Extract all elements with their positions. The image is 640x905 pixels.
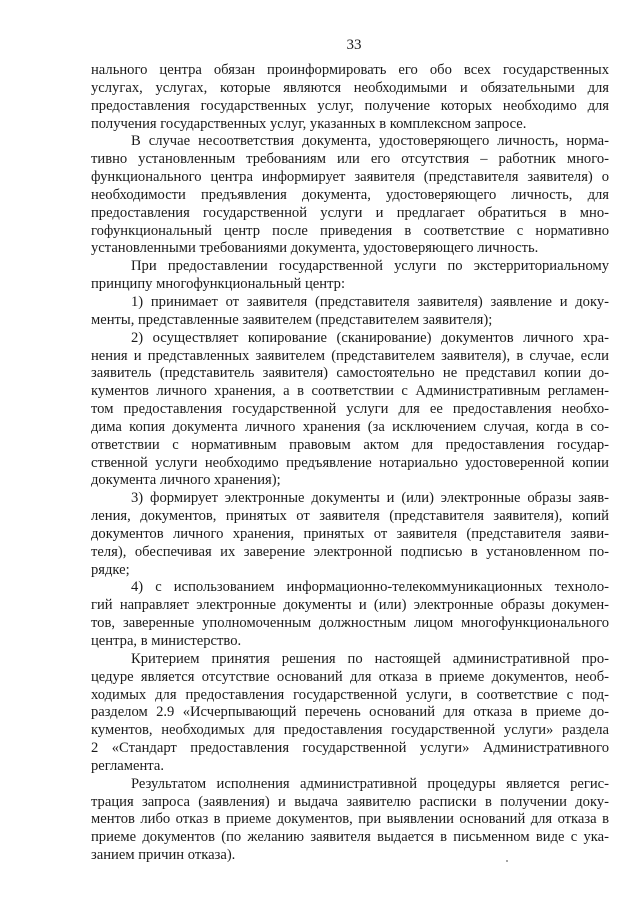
text-line: При предоставлении государственной услуги по экстерриториальному: [131, 258, 609, 275]
text-line: предоставления государственных услуг, получение которых необходимо для: [91, 97, 609, 114]
paragraph: [91, 133, 609, 258]
text-line: принципу многофункциональный центр:: [91, 276, 346, 293]
document-body: [91, 62, 609, 865]
text-line: гофункциональный центр после приведения в соответствие с нормативно: [91, 222, 609, 239]
text-line: 2) осуществляет копирование (сканирование) документов личного хра-: [131, 329, 609, 346]
page-number: 33: [346, 37, 362, 53]
paragraph: [91, 579, 609, 650]
text-line: занием причин отказа).: [91, 847, 236, 864]
paragraph: [91, 62, 609, 133]
paragraph: [91, 294, 609, 330]
document-page: [91, 36, 609, 865]
text-line: В случае несоответствия документа, удостоверяющего личность, норма-: [131, 133, 609, 150]
paragraph: [91, 651, 609, 776]
scan-speck: [506, 860, 508, 862]
text-line: 3) формирует электронные документы и (или) электронные образы заяв-: [131, 490, 609, 507]
text-line: разделом 2.9 «Исчерпывающий перечень оснований для отказа в приеме до-: [91, 704, 609, 721]
text-line: теля), обеспечивая их заверение электронной подписью в установленном по-: [91, 543, 609, 560]
text-line: регламента.: [91, 757, 164, 774]
text-line: ления, документов, принятых от заявителя (представителя заявителя), копий: [91, 508, 609, 525]
text-line: ментов либо отказ в приеме документов, при выявлении оснований для отказа в: [91, 811, 609, 828]
text-line: Критерием принятия решения по настоящей административной про-: [131, 650, 609, 667]
text-line: ственной услуги необходимо предъявление нотариально удостоверенной копии: [91, 454, 609, 471]
text-line: менты, представленные заявителем (представителем заявителя);: [91, 311, 493, 328]
text-line: кументов, необходимых для предоставления государственной услуги» раздела: [91, 722, 609, 739]
text-line: нального центра обязан проинформировать его обо всех государственных: [91, 62, 609, 78]
text-line: тов, заверенные уполномоченным должностным лицом многофункционального: [91, 615, 609, 632]
paragraph: [91, 490, 609, 579]
text-line: дима копия документа личного хранения (за исключением случая, когда в со-: [91, 418, 609, 435]
text-line: документов личного хранения, принятых от заявителя (представителя заяви-: [91, 525, 609, 542]
text-line: получения государственных услуг, указанных в комплексном запросе.: [91, 115, 527, 132]
text-line: тивно установленным требованиям или его отсутствия – работник много-: [91, 151, 609, 168]
text-line: трация запроса (заявления) и выдача заявителю расписки в получении доку-: [91, 793, 609, 810]
text-line: функционального центра информирует заявителя (представителя заявителя) о: [91, 169, 609, 186]
text-line: документа личного хранения);: [91, 472, 281, 489]
text-line: цедуре является отсутствие оснований для отказа в приеме документов, необ-: [91, 668, 609, 685]
paragraph: [91, 330, 609, 491]
text-line: 4) с использованием информационно-телекоммуникационных техноло-: [131, 579, 609, 596]
text-line: том предоставления государственной услуги для ее предоставления необхо-: [91, 401, 609, 418]
text-line: рядке;: [91, 561, 130, 578]
text-line: 1) принимает от заявителя (представителя заявителя) заявление и доку-: [131, 293, 609, 310]
text-line: услугах, услугах, которые являются необходимыми и обязательными для: [91, 79, 609, 96]
text-line: ответствии с нормативным правовым актом для предоставления государ-: [91, 436, 609, 453]
text-line: предоставления государственной услуги и предлагает обратиться в мно-: [91, 204, 609, 221]
text-line: центра, в министерство.: [91, 633, 242, 649]
text-line: 2 «Стандарт предоставления государственной услуги» Административного: [91, 740, 609, 757]
text-line: установленными требованиями документа, удостоверяющего личность.: [91, 240, 539, 257]
text-line: кументов личного хранения, а в соответствии с Административным регламен-: [91, 383, 609, 400]
text-line: приеме документов (по желанию заявителя выдается в письменном виде с ука-: [91, 829, 609, 846]
text-line: нения и представленных заявителем (представителем заявителя), в случае, если: [91, 347, 609, 364]
text-line: ходимых для предоставления государственной услуги, в соответствие с под-: [91, 686, 609, 703]
paragraph: [91, 258, 609, 294]
text-line: гий направляет электронные документы и (или) электронные образы докумен-: [91, 597, 609, 614]
paragraph: [91, 776, 609, 865]
text-line: необходимости предъявления документа, удостоверяющего личность, для: [91, 186, 609, 203]
text-line: заявитель (представитель заявителя) самостоятельно не представил копии до-: [91, 365, 609, 382]
text-line: Результатом исполнения административной процедуры является регис-: [131, 775, 609, 792]
